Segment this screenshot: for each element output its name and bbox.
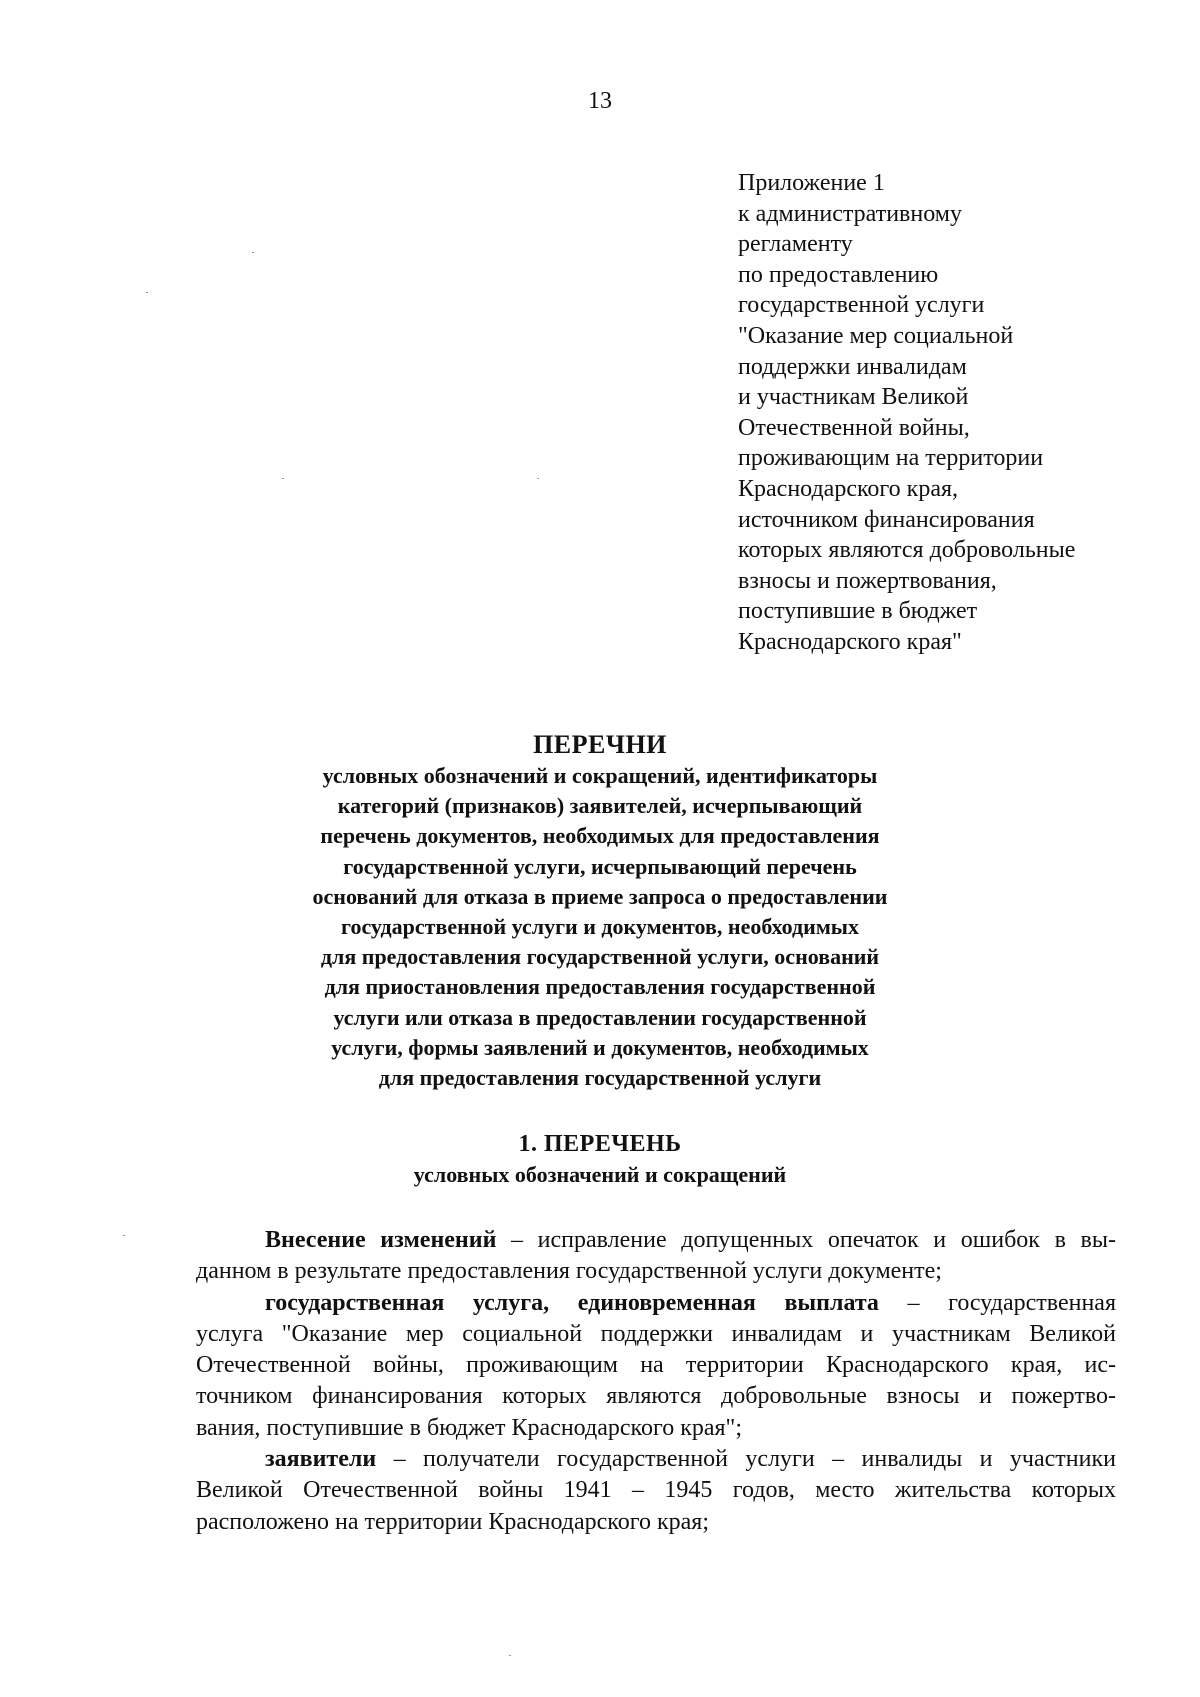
appendix-line: источником финансирования <box>738 506 1035 533</box>
appendix-line: которых являются добровольные <box>738 537 1076 564</box>
appendix-line: Краснодарского края" <box>738 628 962 655</box>
definition-term: Внесение изменений <box>265 1227 497 1253</box>
scan-speck <box>509 1655 511 1656</box>
section-subtitle: условных обозначений и сокращений <box>413 1162 787 1187</box>
scan-speck <box>123 1235 125 1236</box>
appendix-line: Краснодарского края, <box>738 475 959 502</box>
appendix-note <box>738 168 1158 658</box>
document-subtitle-line: категорий (признаков) заявителей, исчерпывающий <box>337 793 863 819</box>
appendix-line: Приложение 1 <box>738 170 885 196</box>
definition-term: заявители <box>265 1446 377 1473</box>
definition-line: Великой Отечественной войны 1941 – 1945 годов, место жительства которых <box>196 1477 1116 1504</box>
section-heading <box>0 1128 1200 1190</box>
appendix-line: поступившие в бюджет <box>738 598 978 625</box>
definition-line <box>196 1288 1116 1319</box>
document-subtitle-line: оснований для отказа в приеме запроса о предоставлении <box>312 883 888 909</box>
definition-line: данном в результате предоставления государственной услуги документе; <box>196 1258 942 1285</box>
scan-speck <box>252 252 254 253</box>
appendix-line: проживающим на территории <box>738 445 1044 472</box>
definition-line: точником финансирования которых являются добровольные взносы и пожертво- <box>196 1383 1116 1410</box>
section-title: 1. ПЕРЕЧЕНЬ <box>518 1131 682 1157</box>
document-heading <box>0 729 1200 1093</box>
appendix-line: поддержки инвалидам <box>738 353 967 380</box>
appendix-line: и участникам Великой <box>738 384 969 411</box>
document-subtitle-line: государственной услуги, исчерпывающий перечень <box>343 853 857 879</box>
scan-speck <box>537 478 539 479</box>
definition-text: – исправление допущенных опечаток и ошибок в вы- <box>496 1227 1116 1253</box>
page-number: 13 <box>588 88 612 114</box>
document-title: ПЕРЕЧНИ <box>533 730 667 759</box>
definition-line: услуга "Оказание мер социальной поддержки инвалидам и участникам Великой <box>196 1320 1116 1347</box>
document-subtitle-line: условных обозначений и сокращений, идентификаторы <box>322 763 878 788</box>
definition-term: государственная услуга, единовременная выплата <box>265 1289 879 1316</box>
scan-speck <box>282 478 284 479</box>
document-subtitle-line: перечень документов, необходимых для предоставления <box>320 823 880 849</box>
definition-line: расположено на территории Краснодарского края; <box>196 1508 709 1535</box>
definition-line: вания, поступившие в бюджет Краснодарского края"; <box>196 1414 743 1441</box>
scan-speck <box>146 292 148 293</box>
appendix-line: взносы и пожертвования, <box>738 567 997 594</box>
definition-line <box>196 1444 1116 1475</box>
appendix-line: по предоставлению <box>738 261 939 288</box>
definition-line <box>196 1225 1116 1256</box>
appendix-line: регламенту <box>738 231 853 258</box>
document-subtitle-line: услуги, формы заявлений и документов, необходимых <box>331 1034 869 1060</box>
appendix-line: Отечественной войны, <box>738 414 970 441</box>
document-subtitle-line: государственной услуги и документов, необходимых <box>341 914 859 940</box>
document-subtitle-line: услуги или отказа в предоставлении государственной <box>333 1004 867 1030</box>
appendix-line: к административному <box>738 200 962 227</box>
appendix-line: государственной услуги <box>738 292 985 319</box>
definitions-list <box>196 1225 1116 1538</box>
definition-text: – получатели государственной услуги – инвалиды и участники <box>376 1446 1116 1473</box>
appendix-line: "Оказание мер социальной <box>738 322 1014 349</box>
document-subtitle-line: для предоставления государственной услуги <box>378 1065 822 1091</box>
definition-line: Отечественной войны, проживающим на территории Краснодарского края, ис- <box>196 1352 1116 1379</box>
document-subtitle-line: для предоставления государственной услуги, оснований <box>320 944 880 970</box>
definition-text: – государственная <box>878 1289 1116 1316</box>
document-subtitle-line: для приостановления предоставления государственной <box>324 974 876 1000</box>
